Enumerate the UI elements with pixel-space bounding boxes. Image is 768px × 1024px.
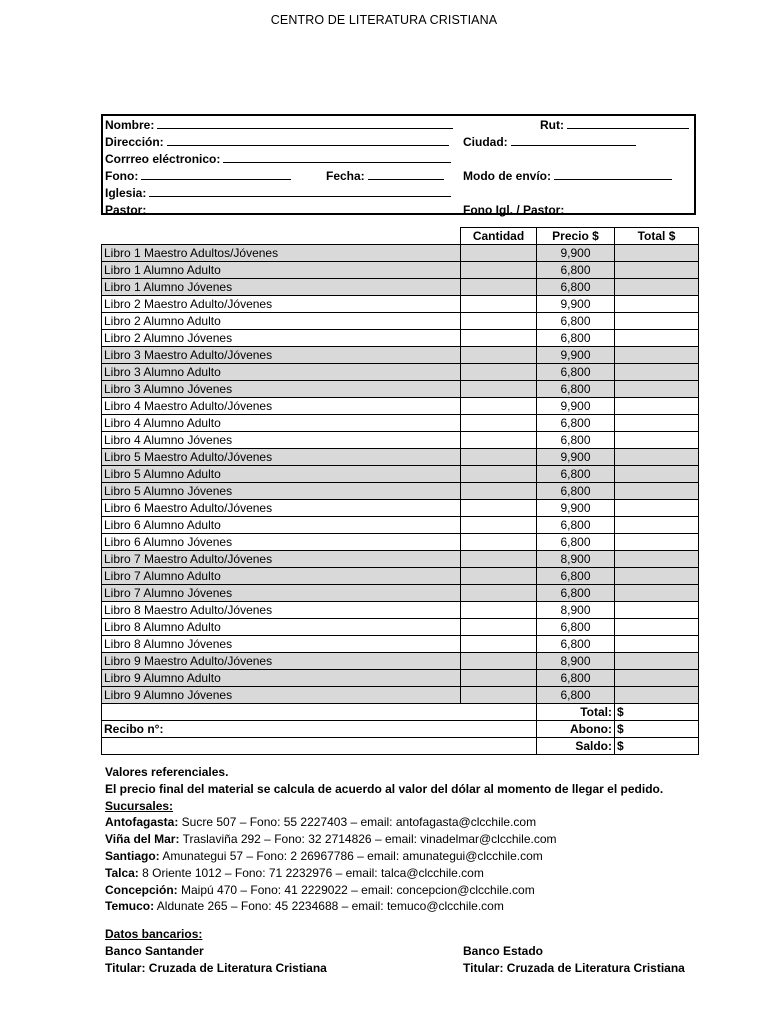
correo-label: Corrreo eléctronico:: [105, 152, 221, 166]
branch-item: [105, 848, 663, 865]
item-name: Libro 2 Maestro Adulto/Jóvenes: [102, 296, 461, 313]
item-total-cell[interactable]: [615, 449, 699, 466]
table-row: [102, 381, 699, 398]
direccion-field[interactable]: [105, 133, 449, 149]
item-total-cell[interactable]: [615, 500, 699, 517]
bank-section: [105, 926, 725, 975]
fono-pastor-field[interactable]: [463, 201, 679, 217]
modo-envio-line: [554, 167, 672, 180]
table-row: [102, 279, 699, 296]
item-price: 6,800: [537, 636, 615, 653]
footer-blank-cell: [102, 704, 537, 721]
item-total-cell[interactable]: [615, 602, 699, 619]
item-name: Libro 2 Alumno Adulto: [102, 313, 461, 330]
notes-section: [105, 764, 663, 915]
item-price: 6,800: [537, 534, 615, 551]
item-price: 8,900: [537, 551, 615, 568]
bank-right-name: Banco Estado: [463, 944, 544, 958]
item-price: 6,800: [537, 517, 615, 534]
table-row: [102, 636, 699, 653]
item-price: 6,800: [537, 330, 615, 347]
branch-list: [105, 814, 663, 915]
item-total-cell[interactable]: [615, 483, 699, 500]
item-total-cell[interactable]: [615, 364, 699, 381]
item-name: Libro 6 Alumno Jóvenes: [102, 534, 461, 551]
fono-label: Fono:: [105, 169, 139, 183]
table-row: [102, 398, 699, 415]
item-quantity-cell[interactable]: [461, 483, 537, 500]
item-quantity-cell[interactable]: [461, 245, 537, 262]
item-total-cell[interactable]: [615, 568, 699, 585]
table-row: [102, 568, 699, 585]
item-quantity-cell[interactable]: [461, 568, 537, 585]
iglesia-line: [149, 184, 451, 197]
item-price: 6,800: [537, 279, 615, 296]
table-row: [102, 364, 699, 381]
item-name: Libro 9 Alumno Adulto: [102, 670, 461, 687]
item-price: 6,800: [537, 432, 615, 449]
branch-item: [105, 882, 663, 899]
header-precio: Precio $: [537, 228, 615, 245]
item-quantity-cell[interactable]: [461, 500, 537, 517]
item-total-cell[interactable]: [615, 347, 699, 364]
item-name: Libro 3 Maestro Adulto/Jóvenes: [102, 347, 461, 364]
table-row: [102, 534, 699, 551]
item-total-cell[interactable]: [615, 313, 699, 330]
fecha-line: [368, 167, 444, 180]
rut-line: [567, 116, 689, 129]
nombre-field[interactable]: [105, 116, 453, 132]
branch-city: Antofagasta:: [105, 815, 179, 830]
item-total-cell[interactable]: [615, 534, 699, 551]
item-name: Libro 1 Alumno Adulto: [102, 262, 461, 279]
item-name: Libro 7 Alumno Adulto: [102, 568, 461, 585]
rut-field[interactable]: [540, 116, 689, 132]
table-row: [102, 330, 699, 347]
bank-left: [105, 943, 327, 977]
fono-pastor-label: Fono Igl. / Pastor:: [463, 203, 565, 217]
item-name: Libro 7 Alumno Jóvenes: [102, 585, 461, 602]
iglesia-field[interactable]: [105, 184, 451, 200]
total-value[interactable]: $: [615, 704, 699, 721]
branch-city: Temuco:: [105, 899, 155, 914]
table-header-row: [102, 228, 699, 245]
item-name: Libro 6 Alumno Adulto: [102, 517, 461, 534]
item-name: Libro 7 Maestro Adulto/Jóvenes: [102, 551, 461, 568]
item-quantity-cell[interactable]: [461, 381, 537, 398]
rut-label: Rut:: [540, 118, 564, 132]
item-quantity-cell[interactable]: [461, 602, 537, 619]
bank-title: Datos bancarios:: [105, 927, 203, 941]
table-row: [102, 296, 699, 313]
item-name: Libro 5 Maestro Adulto/Jóvenes: [102, 449, 461, 466]
item-quantity-cell[interactable]: [461, 466, 537, 483]
item-price: 6,800: [537, 619, 615, 636]
item-quantity-cell[interactable]: [461, 364, 537, 381]
item-quantity-cell[interactable]: [461, 619, 537, 636]
item-price: 9,900: [537, 245, 615, 262]
item-total-cell[interactable]: [615, 330, 699, 347]
bank-left-name: Banco Santander: [105, 944, 204, 958]
ciudad-field[interactable]: [463, 133, 636, 149]
item-total-cell[interactable]: [615, 296, 699, 313]
branch-item: [105, 814, 663, 831]
item-total-cell[interactable]: [615, 551, 699, 568]
table-row: [102, 466, 699, 483]
fono-field[interactable]: [105, 167, 291, 183]
item-quantity-cell[interactable]: [461, 585, 537, 602]
total-label: Total:: [537, 704, 615, 721]
page-title: CENTRO DE LITERATURA CRISTIANA: [270, 13, 498, 27]
item-price: 6,800: [537, 364, 615, 381]
item-price: 9,900: [537, 449, 615, 466]
item-name: Libro 1 Alumno Jóvenes: [102, 279, 461, 296]
bank-right: [463, 943, 685, 977]
abono-label: Abono:: [537, 721, 615, 738]
branch-city: Santiago:: [105, 848, 160, 863]
notes-line1: Valores referenciales.: [105, 765, 229, 779]
item-price: 6,800: [537, 262, 615, 279]
modo-envio-label: Modo de envío:: [463, 169, 551, 183]
nombre-line: [157, 116, 453, 129]
header-cantidad: Cantidad: [461, 228, 537, 245]
item-quantity-cell[interactable]: [461, 296, 537, 313]
table-row: [102, 262, 699, 279]
item-quantity-cell[interactable]: [461, 636, 537, 653]
item-name: Libro 4 Maestro Adulto/Jóvenes: [102, 398, 461, 415]
recibo-cell[interactable]: Recibo n°:: [102, 721, 537, 738]
item-price: 9,900: [537, 347, 615, 364]
branch-info: Amunategui 57 – Fono: 2 26967786 – email: amunategui@clcchile.com: [159, 848, 543, 863]
item-name: Libro 8 Alumno Adulto: [102, 619, 461, 636]
item-name: Libro 5 Alumno Jóvenes: [102, 483, 461, 500]
item-price: 6,800: [537, 670, 615, 687]
item-total-cell[interactable]: [615, 636, 699, 653]
item-quantity-cell[interactable]: [461, 432, 537, 449]
item-name: Libro 6 Maestro Adulto/Jóvenes: [102, 500, 461, 517]
branch-info: Aldunate 265 – Fono: 45 2234688 – email: temuco@clcchile.com: [154, 899, 504, 914]
abono-value[interactable]: $: [615, 721, 699, 738]
item-total-cell[interactable]: [615, 245, 699, 262]
item-name: Libro 2 Alumno Jóvenes: [102, 330, 461, 347]
notes-line2: El precio final del material se calcula de acuerdo al valor del dólar al momento de llegar el pedido.: [105, 781, 664, 796]
fecha-label: Fecha:: [326, 169, 365, 183]
table-row: [102, 313, 699, 330]
header-total: Total $: [615, 228, 699, 245]
table-row: [102, 415, 699, 432]
table-row: [102, 500, 699, 517]
footer-blank-cell: [102, 738, 537, 755]
bank-right-holder: Titular: Cruzada de Literatura Cristiana: [463, 960, 685, 975]
pastor-label: Pastor:: [105, 203, 147, 217]
item-name: Libro 3 Alumno Adulto: [102, 364, 461, 381]
table-row: [102, 432, 699, 449]
item-price: 6,800: [537, 381, 615, 398]
item-quantity-cell[interactable]: [461, 279, 537, 296]
table-row: [102, 585, 699, 602]
item-price: 8,900: [537, 653, 615, 670]
item-name: Libro 8 Maestro Adulto/Jóvenes: [102, 602, 461, 619]
table-row: [102, 483, 699, 500]
item-quantity-cell[interactable]: [461, 398, 537, 415]
header-blank-cell: [102, 228, 461, 245]
item-quantity-cell[interactable]: [461, 551, 537, 568]
item-quantity-cell[interactable]: [461, 313, 537, 330]
item-total-cell[interactable]: [615, 619, 699, 636]
table-row: [102, 551, 699, 568]
fono-line: [141, 167, 291, 180]
branch-city: Talca:: [105, 865, 139, 880]
item-price: 6,800: [537, 568, 615, 585]
item-quantity-cell[interactable]: [461, 687, 537, 704]
item-total-cell[interactable]: [615, 381, 699, 398]
pastor-line: [149, 201, 437, 214]
item-total-cell[interactable]: [615, 398, 699, 415]
customer-form: [101, 114, 696, 215]
item-quantity-cell[interactable]: [461, 262, 537, 279]
item-price: 6,800: [537, 313, 615, 330]
item-total-cell[interactable]: [615, 517, 699, 534]
item-quantity-cell[interactable]: [461, 347, 537, 364]
saldo-row: [102, 738, 699, 755]
item-name: Libro 8 Alumno Jóvenes: [102, 636, 461, 653]
pastor-field[interactable]: [105, 201, 437, 217]
item-name: Libro 4 Alumno Jóvenes: [102, 432, 461, 449]
item-total-cell[interactable]: [615, 262, 699, 279]
correo-field[interactable]: [105, 150, 451, 166]
item-quantity-cell[interactable]: [461, 330, 537, 347]
table-row: [102, 653, 699, 670]
branch-item: [105, 898, 663, 915]
item-total-cell[interactable]: [615, 670, 699, 687]
branch-city: Viña del Mar:: [105, 832, 180, 847]
item-price: 6,800: [537, 483, 615, 500]
branch-info: Maipú 470 – Fono: 41 2229022 – email: concepcion@clcchile.com: [177, 882, 535, 897]
item-quantity-cell[interactable]: [461, 534, 537, 551]
item-quantity-cell[interactable]: [461, 517, 537, 534]
table-row: [102, 670, 699, 687]
item-total-cell[interactable]: [615, 466, 699, 483]
order-table: [101, 227, 699, 755]
bank-left-holder: Titular: Cruzada de Literatura Cristiana: [105, 960, 327, 975]
branch-info: Sucre 507 – Fono: 55 2227403 – email: antofagasta@clcchile.com: [178, 815, 537, 830]
item-quantity-cell[interactable]: [461, 449, 537, 466]
item-total-cell[interactable]: [615, 415, 699, 432]
item-total-cell[interactable]: [615, 279, 699, 296]
table-row: [102, 602, 699, 619]
fono-pastor-line: [567, 201, 679, 214]
total-row: [102, 704, 699, 721]
table-row: [102, 687, 699, 704]
table-row: [102, 517, 699, 534]
table-row: [102, 449, 699, 466]
item-total-cell[interactable]: [615, 653, 699, 670]
direccion-line: [167, 133, 449, 146]
item-quantity-cell[interactable]: [461, 415, 537, 432]
direccion-label: Dirección:: [105, 135, 164, 149]
item-name: Libro 5 Alumno Adulto: [102, 466, 461, 483]
item-quantity-cell[interactable]: [461, 653, 537, 670]
item-price: 9,900: [537, 500, 615, 517]
item-name: Libro 9 Alumno Jóvenes: [102, 687, 461, 704]
item-price: 6,800: [537, 687, 615, 704]
item-price: 6,800: [537, 415, 615, 432]
saldo-label: Saldo:: [537, 738, 615, 755]
branch-info: 8 Oriente 1012 – Fono: 71 2232976 – email: talca@clcchile.com: [138, 865, 484, 880]
ciudad-label: Ciudad:: [463, 135, 508, 149]
saldo-value[interactable]: $: [615, 738, 699, 755]
item-name: Libro 3 Alumno Jóvenes: [102, 381, 461, 398]
abono-row: [102, 721, 699, 738]
branch-item: [105, 831, 663, 848]
item-price: 9,900: [537, 296, 615, 313]
item-name: Libro 1 Maestro Adultos/Jóvenes: [102, 245, 461, 262]
fecha-field[interactable]: [326, 167, 444, 183]
item-price: 6,800: [537, 585, 615, 602]
table-row: [102, 619, 699, 636]
branch-city: Concepción:: [105, 882, 178, 897]
modo-envio-field[interactable]: [463, 167, 672, 183]
nombre-label: Nombre:: [105, 118, 155, 132]
item-total-cell[interactable]: [615, 585, 699, 602]
item-name: Libro 9 Maestro Adulto/Jóvenes: [102, 653, 461, 670]
correo-line: [223, 150, 451, 163]
table-row: [102, 245, 699, 262]
item-total-cell[interactable]: [615, 687, 699, 704]
item-quantity-cell[interactable]: [461, 670, 537, 687]
item-price: 9,900: [537, 398, 615, 415]
branch-info: Traslaviña 292 – Fono: 32 2714826 – email: vinadelmar@clcchile.com: [179, 832, 557, 847]
sucursales-title: Sucursales:: [105, 798, 174, 813]
item-total-cell[interactable]: [615, 432, 699, 449]
item-price: 6,800: [537, 466, 615, 483]
ciudad-line: [511, 133, 636, 146]
iglesia-label: Iglesia:: [105, 186, 147, 200]
branch-item: [105, 865, 663, 882]
item-name: Libro 4 Alumno Adulto: [102, 415, 461, 432]
item-price: 8,900: [537, 602, 615, 619]
table-row: [102, 347, 699, 364]
